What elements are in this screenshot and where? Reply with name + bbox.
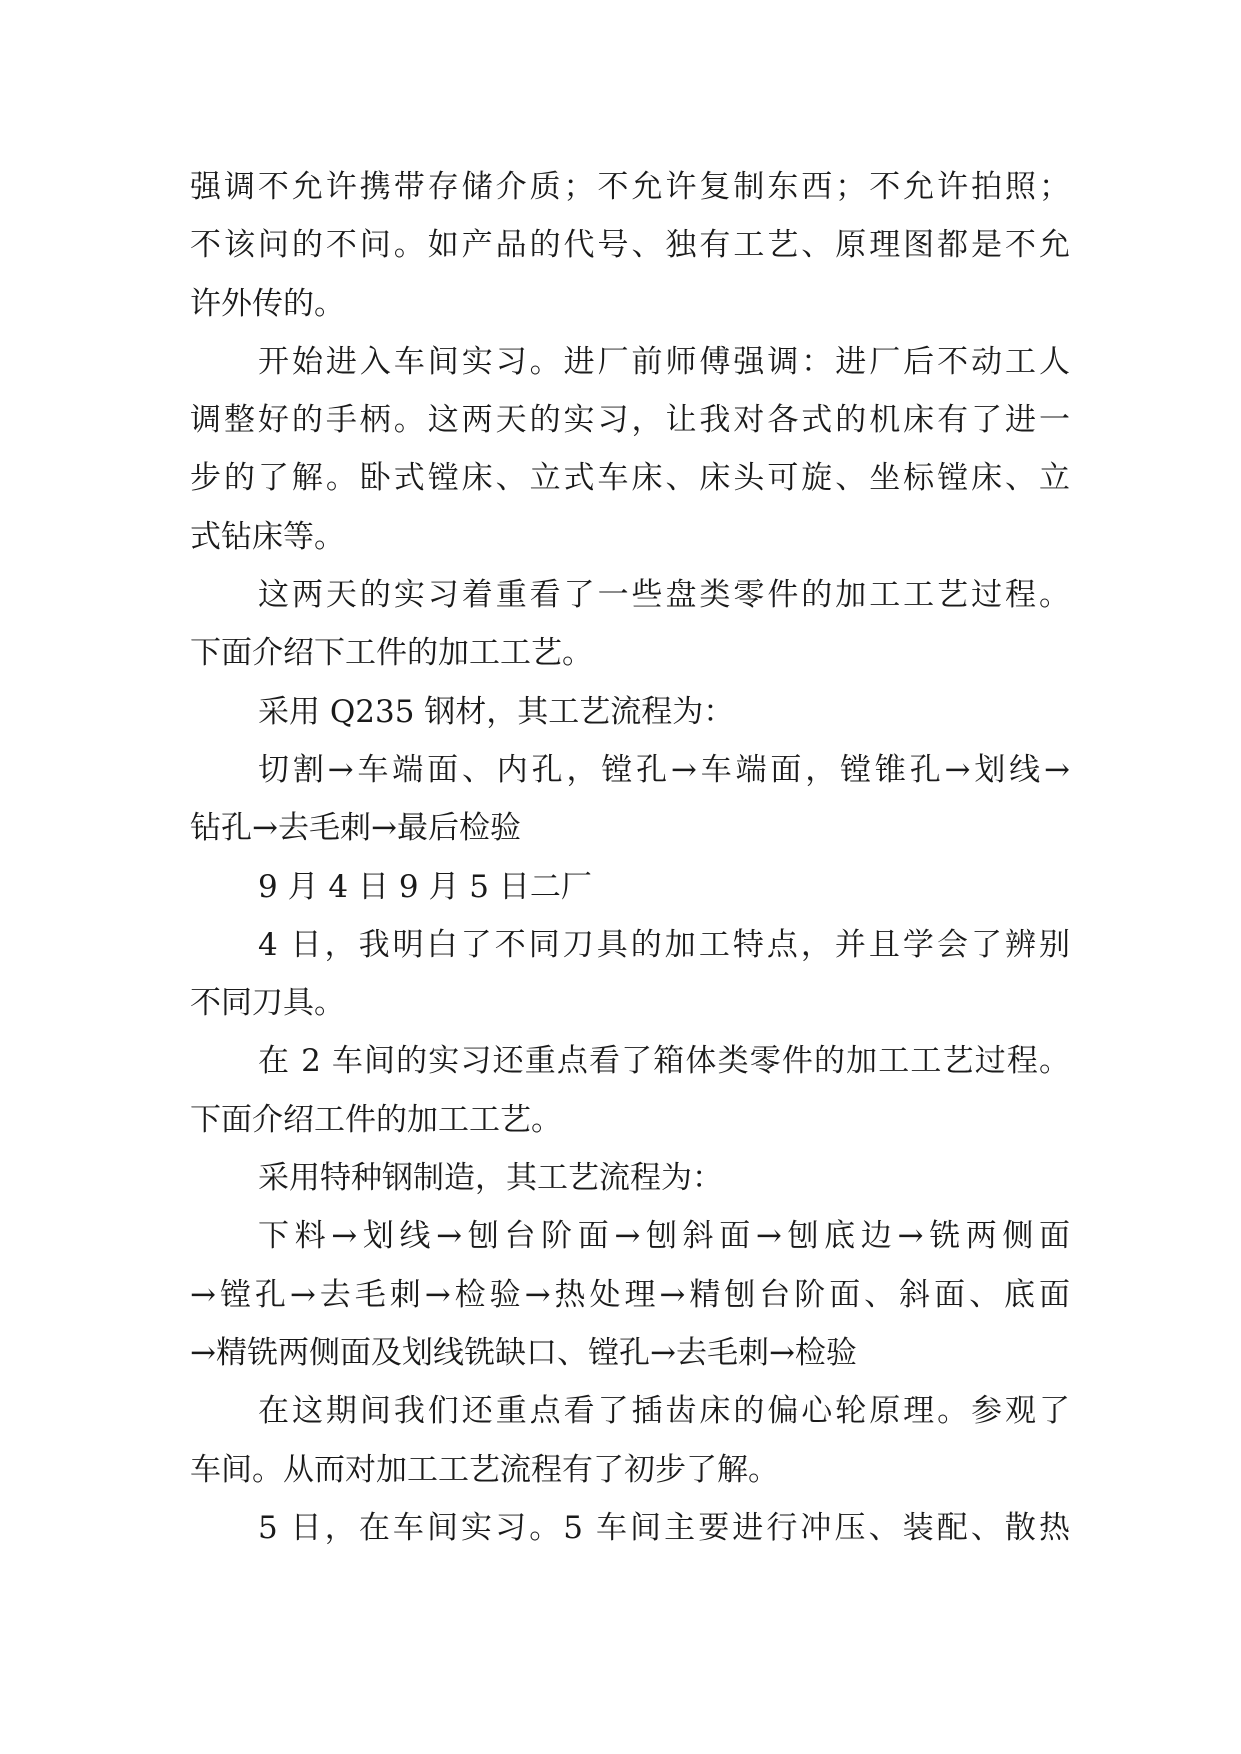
text-line: 车间。从而对加工工艺流程有了初步了解。	[190, 1451, 779, 1488]
text-line: →镗孔→去毛刺→检验→热处理→精刨台阶面、斜面、底面	[190, 1276, 1070, 1313]
text-line: 不该问的不问。如产品的代号、独有工艺、原理图都是不允	[190, 227, 1070, 264]
text-line: 9 月 4 日 9 月 5 日二厂	[258, 868, 592, 905]
text-line: 采用 Q235 钢材，其工艺流程为：	[258, 693, 735, 730]
text-line: 调整好的手柄。这两天的实习，让我对各式的机床有了进一	[190, 402, 1070, 439]
text-line: 4 日，我明白了不同刀具的加工特点，并且学会了辨别	[258, 926, 1070, 963]
text-line: →精铣两侧面及划线铣缺口、镗孔→去毛刺→检验	[190, 1334, 857, 1371]
text-line: 下面介绍下工件的加工工艺。	[190, 635, 593, 672]
text-line: 强调不允许携带存储介质；不允许复制东西；不允许拍照；	[190, 169, 1070, 205]
text-line: 这两天的实习着重看了一些盘类零件的加工工艺过程。	[258, 577, 1070, 614]
text-line: 式钻床等。	[190, 518, 345, 555]
text-line: 5 日，在车间实习。5 车间主要进行冲压、装配、散热	[258, 1509, 1070, 1546]
body-text	[190, 158, 1070, 1557]
text-line: 步的了解。卧式镗床、立式车床、床头可旋、坐标镗床、立	[190, 460, 1070, 497]
text-line: 钻孔→去毛刺→最后检验	[190, 810, 521, 847]
text-line: 不同刀具。	[190, 985, 345, 1022]
text-line: 在 2 车间的实习还重点看了箱体类零件的加工工艺过程。	[258, 1043, 1070, 1080]
text-line: 下料→划线→刨台阶面→刨斜面→刨底边→铣两侧面	[258, 1218, 1070, 1255]
text-line: 切割→车端面、内孔，镗孔→车端面，镗锥孔→划线→	[258, 751, 1070, 788]
text-line: 采用特种钢制造，其工艺流程为：	[258, 1160, 723, 1197]
text-line: 下面介绍工件的加工工艺。	[190, 1101, 562, 1138]
text-line: 许外传的。	[190, 285, 345, 322]
text-line: 开始进入车间实习。进厂前师傅强调：进厂后不动工人	[258, 343, 1070, 380]
text-line: 在这期间我们还重点看了插齿床的偏心轮原理。参观了	[258, 1393, 1070, 1430]
